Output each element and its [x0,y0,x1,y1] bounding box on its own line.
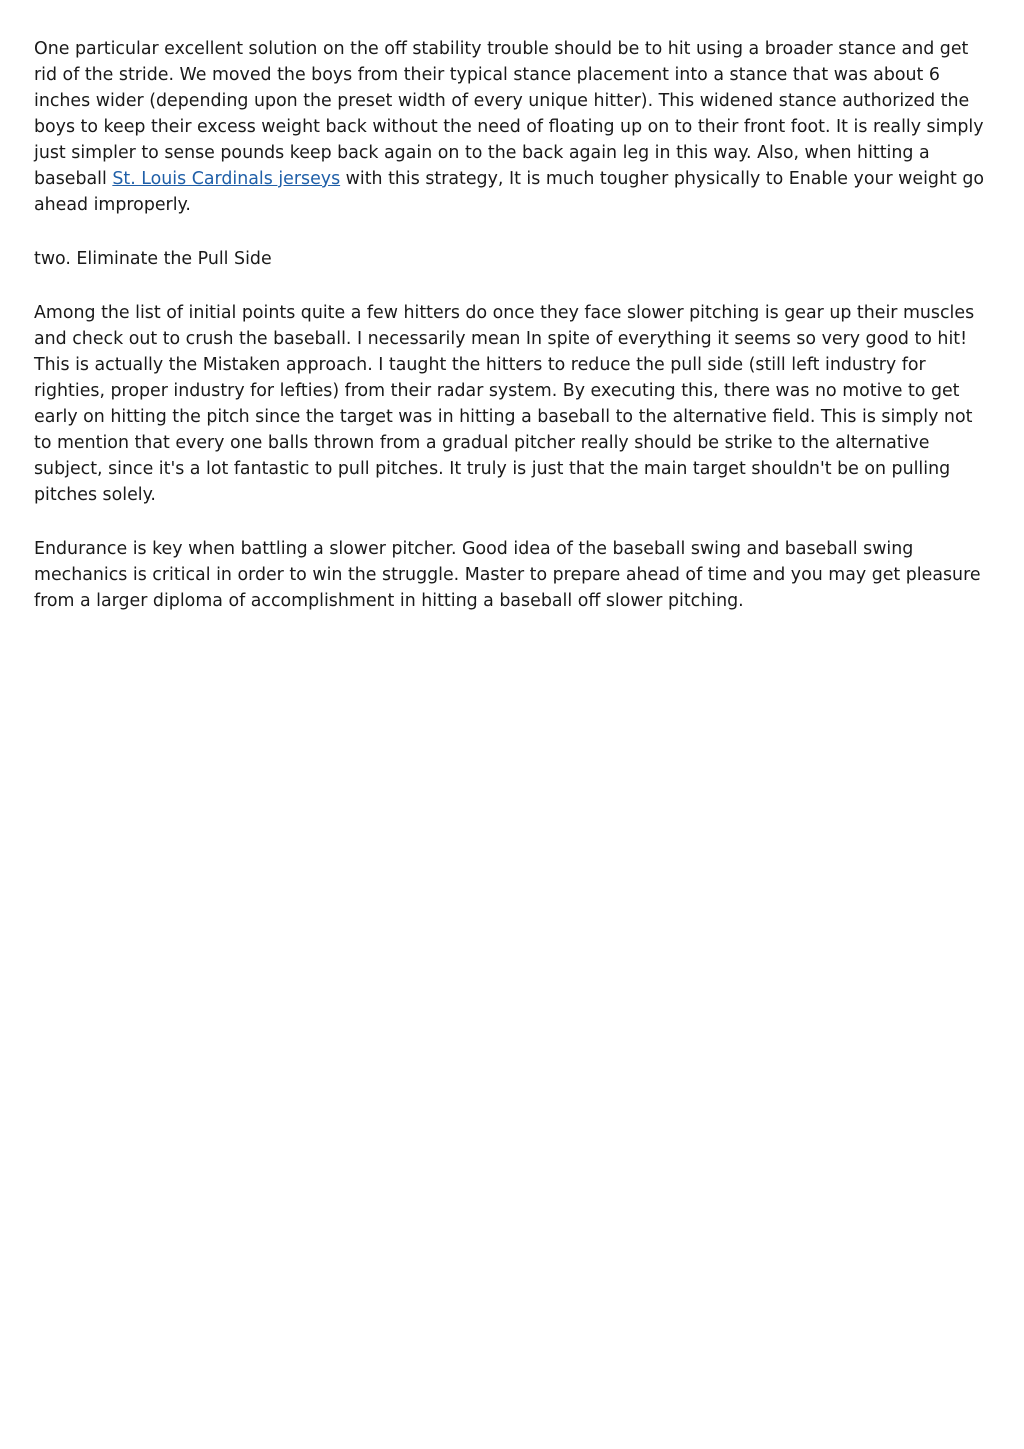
section-heading-pull-side: two. Eliminate the Pull Side [34,249,272,269]
cardinals-jerseys-link[interactable]: St. Louis Cardinals jerseys [112,169,341,189]
paragraph-stance [34,36,994,218]
paragraph-pull-side: Among the list of initial points quite a few hitters do once they face slower pitching is gear up their muscles and check out to crush the baseball. I necessarily mean In spite of everything it seems so very good to hit! This is actually the Mistaken approach. I taught the hitters to reduce the pull side (still left industry for righties, proper industry for lefties) from their radar system. By executing this, there was no motive to get early on hitting the pitch since the target was in hitting a baseball to the alternative field. This is simply not to mention that every one balls thrown from a gradual pitcher really should be strike to the alternative subject, since it's a lot fantastic to pull pitches. It truly is just that the main target shouldn't be on pulling pitches solely. [34,303,975,505]
paragraph-endurance: Endurance is key when battling a slower pitcher. Good idea of the baseball swing and baseball swing mechanics is critical in order to win the struggle. Master to prepare ahead of time and you may get pleasure from a larger diploma of accomplishment in hitting a baseball off slower pitching. [34,539,981,611]
article-body [34,36,994,642]
paragraph-stance-text-end: with this strategy, It is much tougher physically to Enable your weight go ahead improperly. [34,169,985,215]
paragraph-stance-text: One particular excellent solution on the off stability trouble should be to hit using a broader stance and get rid of the stride. We moved the boys from their typical stance placement into a stance that was about 6 inches wider (depending upon the preset width of every unique hitter). This widened stance authorized the boys to keep their excess weight back without the need of floating up on to their front foot. It is really simply just simpler to sense pounds keep back again on to the back again leg in this way. Also, when hitting a baseball [34,39,984,189]
